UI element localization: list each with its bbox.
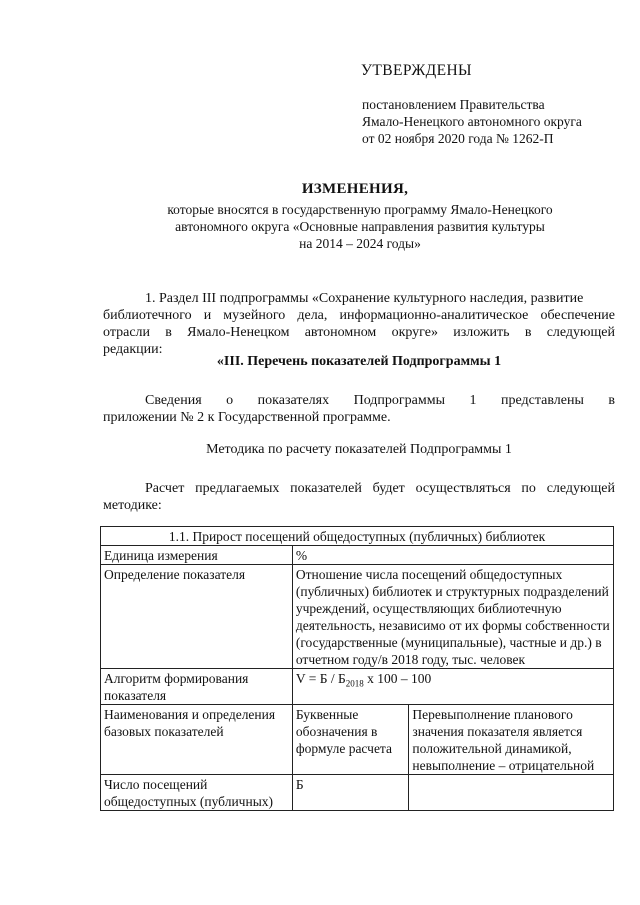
base-indicators-label: Наименования и определения базовых показателей <box>101 705 293 775</box>
formula-tail: х 100 – 100 <box>363 671 432 686</box>
definition-label: Определение показателя <box>101 565 293 669</box>
visits-letter: Б <box>292 775 409 811</box>
paragraph-line: библиотечного и музейного дела, информационно-аналитическое обеспечение <box>103 308 615 323</box>
approval-title: УТВЕРЖДЕНЫ <box>361 62 472 79</box>
table-header: 1.1. Прирост посещений общедоступных (публичных) библиотек <box>101 527 614 546</box>
paragraph-line: отрасли в Ямало-Ненецком автономном округе» изложить в следующей <box>103 325 615 340</box>
performance-note: Перевыполнение планового значения показателя является положительной динамикой, невыполнение – отрицательной <box>409 705 614 775</box>
paragraph-1-last-line: редакции: <box>103 342 163 357</box>
formula-main: V = Б / Б <box>295 671 346 686</box>
table-row <box>101 527 614 546</box>
visits-label: Число посещений общедоступных (публичных) <box>101 775 293 811</box>
methodology-title: Методика по расчету показателей Подпрограммы 1 <box>206 442 512 457</box>
paragraph-3-last-line: методике: <box>103 498 162 513</box>
approval-line: от 02 ноября 2020 года № 1262-П <box>362 131 554 146</box>
table-row <box>101 775 614 811</box>
approval-line: Ямало-Ненецкого автономного округа <box>362 114 582 129</box>
algorithm-formula <box>292 669 613 705</box>
definition-value: Отношение числа посещений общедоступных (публичных) библиотек и структурных подразделений учреждений, осуществляющих библиотечную деятельность, независимо от их формы собственности (государственные (муниципальные), частные и др.) в отчетном году/в 2018 году, тыс. человек <box>292 565 613 669</box>
unit-label: Единица измерения <box>101 546 293 565</box>
subheading-line: автономного округа «Основные направления развития культуры <box>175 219 545 234</box>
unit-value: % <box>292 546 613 565</box>
paragraph-1-body <box>103 307 615 341</box>
document-heading: ИЗМЕНЕНИЯ, <box>301 181 409 197</box>
subheading-line: на 2014 – 2024 годы» <box>299 236 421 251</box>
table-row <box>101 565 614 669</box>
letter-designations-label: Буквенные обозначения в формуле расчета <box>292 705 409 775</box>
subheading-line: которые вносятся в государственную программу Ямало-Ненецкого <box>167 202 553 217</box>
table-row <box>101 546 614 565</box>
approval-line: постановлением Правительства <box>362 97 545 112</box>
visits-note <box>409 775 614 811</box>
table-row <box>101 705 614 775</box>
document-subheading <box>60 201 640 252</box>
paragraph-3-first-line: Расчет предлагаемых показателей будет осуществляться по следующей <box>145 481 615 496</box>
table-row <box>101 669 614 705</box>
formula-subscript: 2018 <box>345 678 364 689</box>
paragraph-2-last-line: приложении № 2 к Государственной программе. <box>103 410 391 425</box>
approval-details <box>362 96 582 147</box>
section-title: «III. Перечень показателей Подпрограммы 1 <box>216 354 502 369</box>
paragraph-2-first-line: Сведения о показателях Подпрограммы 1 представлены в <box>145 393 615 408</box>
algorithm-label: Алгоритм формирования показателя <box>101 669 293 705</box>
paragraph-1-first-line: 1. Раздел III подпрограммы «Сохранение культурного наследия, развитие <box>145 291 584 306</box>
indicator-table <box>100 526 614 811</box>
